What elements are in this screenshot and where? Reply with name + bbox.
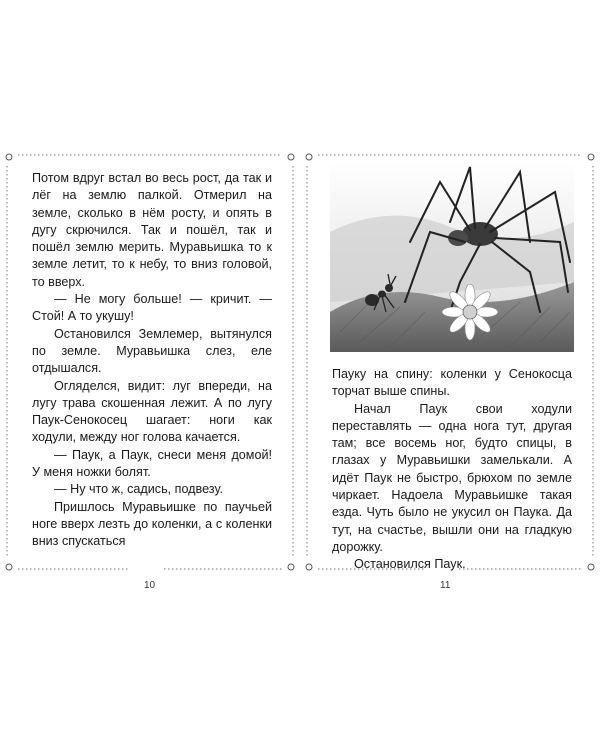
spider-and-ant-illustration xyxy=(330,162,574,352)
left-page xyxy=(4,152,296,591)
page-number: 10 xyxy=(144,580,156,591)
paragraph: — Не могу больше! — кричит. — Стой! А то укушу! xyxy=(32,292,272,324)
page-number: 11 xyxy=(440,580,451,591)
paragraph: Потом вдруг встал во весь рост, да так и лёг на землю палкой. Отмерил на земле, сколько в нём росту, и опять в дугу скрючился. Так и пошёл, так и пошёл землю мерить. Муравьишка то к земле летит, то к небу, то вниз головой, то вверх. xyxy=(32,171,272,289)
paragraph: Пришлось Муравьишке по паучьей ноге вверх лезть до коленки, а с коленки вниз спускаться xyxy=(32,499,272,549)
paragraph: Остановился Паук. xyxy=(354,557,466,572)
paragraph: Начал Паук свои ходули переставлять — одна нога тут, другая там; все восемь ног, будто спицы, в глазах у Муравьишки замелькали. А идёт Паук не быстро, брюхом по земле чиркает. Надоела Муравьишке такая езда. Чуть было не укусил он Паука. Да тут, на счастье, вышли они на гладкую дорожку. xyxy=(332,401,572,554)
right-page xyxy=(304,152,596,591)
left-page-text xyxy=(32,170,272,551)
paragraph: Пауку на спину: коленки у Сенокосца торчат выше спины. xyxy=(332,367,572,399)
paragraph: Остановился Землемер, вытянулся по земле. Муравьишка слез, еле отдышался. xyxy=(32,326,272,376)
paragraph: — Паук, а Паук, снеси меня домой! У меня ножки болят. xyxy=(32,447,272,480)
paragraph: — Ну что ж, садись, подвезу. xyxy=(54,482,223,497)
right-page-text xyxy=(332,366,572,574)
paragraph: Огляделся, видит: луг впереди, на лугу трава скошенная лежит. А по лугу Паук-Сенокосец шагает: ноги как ходули, между ног голова качается. xyxy=(32,378,272,445)
